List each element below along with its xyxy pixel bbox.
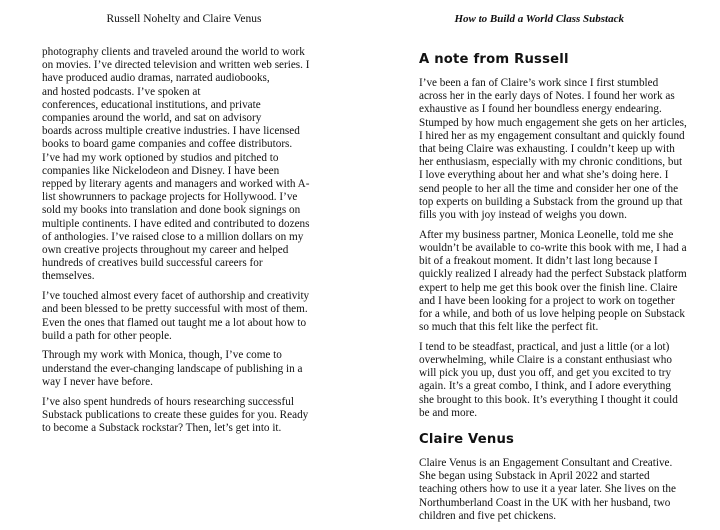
text-line: build a path for other people.	[42, 329, 172, 342]
section-heading-note-from-russell: A note from Russell	[419, 52, 569, 67]
text-line: teaching others how to use it a year later. She lives on the	[419, 483, 676, 496]
text-line: companies like Nickelodeon and Disney. I have been	[42, 164, 280, 177]
text-line: conferences, educational institutions, and private	[42, 98, 261, 111]
text-line: bit of a freakout moment. It didn’t last long because I	[419, 255, 658, 268]
text-line: After my business partner, Monica Leonelle, told me she	[419, 228, 674, 241]
text-line: and been blessed to be pretty successful with most of them.	[42, 303, 308, 316]
text-line: her enthusiasm, especially with my chronic conditions, but	[419, 156, 683, 169]
text-line: be and more.	[419, 406, 478, 419]
text-line: Even the ones that flamed out taught me a lot about how to	[42, 316, 307, 329]
text-line: I’ve also spent hundreds of hours researching successful	[42, 395, 294, 408]
text-line: she brought to this book. It’s everything I thought it could	[419, 393, 678, 406]
text-line: on movies. I’ve directed television and written web series. I	[42, 59, 310, 72]
text-line: themselves.	[42, 270, 95, 283]
text-line: I’ve been a fan of Claire’s work since I first stumbled	[419, 77, 659, 89]
text-line: for a while, and both of us love helping people on Substack	[419, 307, 685, 320]
text-line: I love everything about her and what she’s doing here. I	[419, 169, 669, 182]
text-line: I tend to be steadfast, practical, and just a little (or a lot)	[419, 340, 670, 353]
text-line: expert to help me get this book over the finish line. Claire	[419, 281, 678, 294]
text-line: understand the ever-changing landscape of publishing in a	[42, 362, 303, 375]
right-body	[419, 52, 689, 530]
text-line: again. It’s a great combo, I think, and I adore everything	[419, 380, 671, 393]
text-line: have produced audio dramas, narrated audiobooks,	[42, 72, 270, 85]
text-line: Substack publications to create these guides for you. Ready	[42, 408, 309, 421]
text-line: fills you with joy instead of weighs you down.	[419, 209, 627, 222]
text-line: children and five pet chickens.	[419, 509, 556, 522]
text-line: Northumberland Coast in the UK with her husband, two	[419, 496, 671, 509]
text-line: I hired her as my engagement consultant and quickly found	[419, 129, 685, 142]
text-line: that being Claire was exhausting. I couldn’t keep up with	[419, 143, 675, 156]
left-body	[42, 46, 310, 442]
text-line: Stumped by how much engagement she gets on her articles,	[419, 116, 687, 129]
paragraph	[419, 341, 689, 420]
section-claire-venus	[419, 457, 689, 523]
text-line: repped by literary agents and managers and worked with A-	[42, 178, 310, 191]
text-line: and hosted podcasts. I’ve spoken at	[42, 85, 201, 98]
text-line: so much that this felt like the perfect fit.	[419, 321, 599, 334]
text-line: She began using Substack in April 2022 and started	[419, 470, 650, 483]
text-line: exhaustive as I found her boundless energy endearing.	[419, 103, 662, 116]
text-line: photography clients and traveled around the world to work	[42, 46, 305, 58]
section-note-from-russell	[419, 77, 689, 420]
text-line: own creative projects throughout my career and helped	[42, 244, 289, 257]
paragraph	[42, 395, 309, 436]
paragraph	[42, 290, 310, 343]
paragraph	[419, 457, 689, 523]
paragraph	[419, 77, 689, 222]
paragraph	[42, 349, 303, 389]
text-line: will pick you up, dust you off, and get you excited to try	[419, 367, 672, 380]
paragraph	[42, 46, 310, 284]
right-running-head: How to Build a World Class Substack	[454, 13, 624, 25]
text-line: way I never have before.	[42, 375, 153, 388]
text-line: I’ve had my work optioned by studios and pitched to	[42, 151, 279, 164]
text-line: list showrunners to package projects for Hollywood. I’ve	[42, 191, 298, 204]
text-line: overwhelming, while Claire is a constant enthusiast who	[419, 354, 672, 367]
paragraph	[419, 229, 689, 335]
text-line: companies around the world, and sat on advisory	[42, 112, 262, 125]
text-line: I’ve touched almost every facet of authorship and creativity	[42, 290, 310, 303]
text-line: to become a Substack rockstar? Then, let’s get into it.	[42, 421, 282, 434]
text-line: and I have been looking for a project to work on together	[419, 294, 675, 307]
text-line: books to board game companies and coffee distributors.	[42, 138, 293, 151]
left-running-head: Russell Nohelty and Claire Venus	[106, 13, 262, 25]
text-line: send people to her all the time and consider her one of the	[419, 182, 679, 195]
text-line: wouldn’t be available to co-write this book with me, I had a	[419, 241, 687, 254]
section-heading-claire-venus: Claire Venus	[419, 432, 515, 448]
text-line: Through my work with Monica, though, I’ve come to	[42, 349, 282, 362]
text-line: across her in the early days of Notes. I found her work as	[419, 90, 675, 103]
text-line: top experts on building a Substack from the ground up that	[419, 195, 683, 208]
text-line: multiple continents. I have edited and contributed to dozens	[42, 217, 310, 230]
right-page	[360, 0, 720, 522]
text-line: quickly realized I already had the perfect Substack platform	[419, 268, 687, 281]
text-line: boards across multiple creative industries. I have licensed	[42, 125, 300, 138]
text-line: sold my books into translation and done book signings on	[42, 204, 301, 217]
text-line: of anthologies. I’ve raised close to a million dollars on my	[42, 230, 304, 243]
text-line: Claire Venus is an Engagement Consultant and Creative.	[419, 457, 673, 470]
text-line: hundreds of creatives build successful careers for	[42, 257, 263, 270]
left-page	[0, 0, 360, 506]
